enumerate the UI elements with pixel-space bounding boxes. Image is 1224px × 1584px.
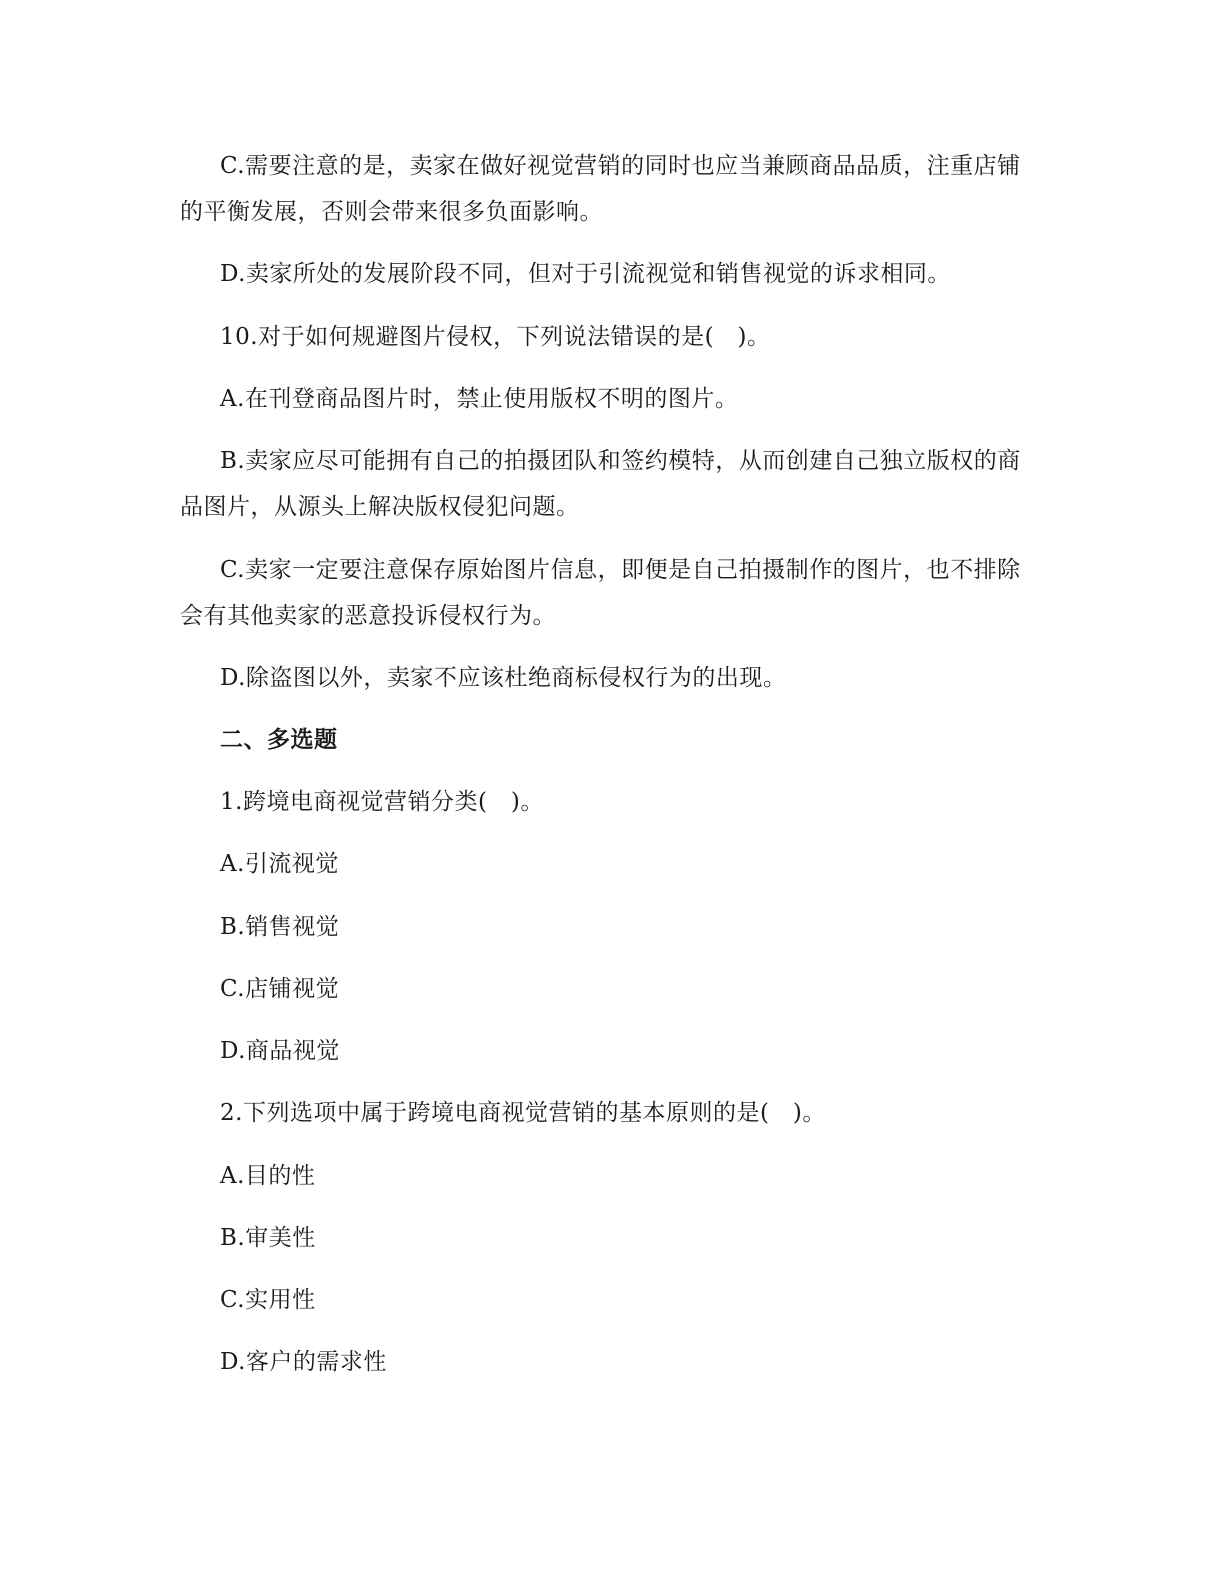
mc1-option-a: A.引流视觉	[220, 851, 339, 877]
question-10: 10.对于如何规避图片侵权，下列说法错误的是( )。	[220, 324, 771, 350]
mc1-option-c: C.店铺视觉	[220, 976, 340, 1002]
q10-option-d: D.除盗图以外，卖家不应该杜绝商标侵权行为的出现。	[220, 665, 787, 691]
q10-option-c-line-1: C.卖家一定要注意保存原始图片信息，即便是自己拍摄制作的图片，也不排除	[220, 557, 1021, 583]
mc2-option-c: C.实用性	[220, 1287, 316, 1313]
option-d: D.卖家所处的发展阶段不同，但对于引流视觉和销售视觉的诉求相同。	[220, 261, 951, 287]
mc-question-2: 2.下列选项中属于跨境电商视觉营销的基本原则的是( )。	[220, 1100, 826, 1126]
mc2-option-a: A.目的性	[220, 1163, 316, 1189]
option-c-line-2: 的平衡发展，否则会带来很多负面影响。	[180, 199, 603, 225]
section-heading-multiple-choice: 二、多选题	[220, 727, 338, 753]
q10-option-b-line-2: 品图片，从源头上解决版权侵犯问题。	[180, 494, 580, 520]
mc-question-1: 1.跨境电商视觉营销分类( )。	[220, 789, 544, 815]
q10-option-b-line-1: B.卖家应尽可能拥有自己的拍摄团队和签约模特，从而创建自己独立版权的商	[220, 448, 1021, 474]
q10-option-c-line-2: 会有其他卖家的恶意投诉侵权行为。	[180, 603, 556, 629]
mc1-option-b: B.销售视觉	[220, 914, 340, 940]
mc2-option-b: B.审美性	[220, 1225, 316, 1251]
q10-option-a: A.在刊登商品图片时，禁止使用版权不明的图片。	[220, 386, 739, 412]
option-c-line-1: C.需要注意的是，卖家在做好视觉营销的同时也应当兼顾商品品质，注重店铺	[220, 153, 1021, 179]
mc2-option-d: D.客户的需求性	[220, 1349, 387, 1375]
mc1-option-d: D.商品视觉	[220, 1038, 340, 1064]
